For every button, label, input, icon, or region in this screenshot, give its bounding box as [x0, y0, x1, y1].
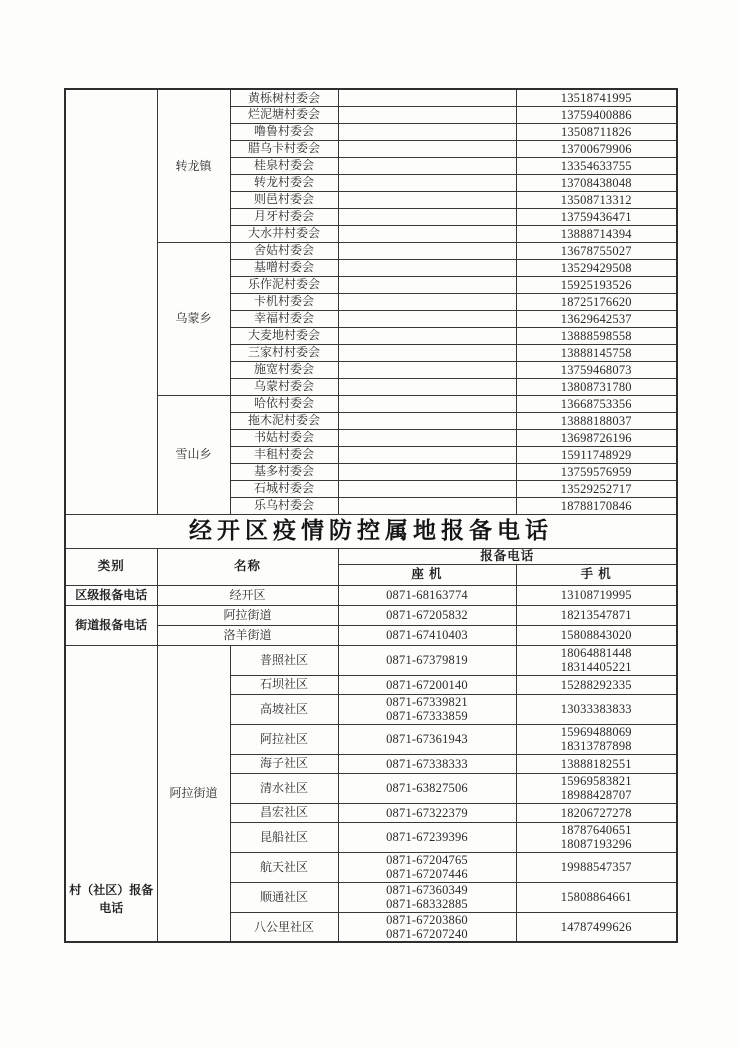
phone-number-line: 13529252717	[560, 481, 632, 496]
phone-number-line: 13700679906	[560, 141, 632, 156]
landline-cell-empty	[338, 242, 516, 259]
landline-cell-empty	[338, 157, 516, 174]
village-name-cell: 乐作泥村委会	[230, 276, 338, 293]
phone-number-line: 13808731780	[560, 379, 632, 394]
phone-number-line: 13508711826	[561, 124, 632, 139]
landline-cell-empty	[338, 140, 516, 157]
phone-number-line: 0871-67339821	[386, 695, 468, 709]
category-cell: 街道报备电话	[65, 605, 157, 645]
village-name-cell: 基噌村委会	[230, 259, 338, 276]
mobile-cell	[516, 310, 677, 327]
village-name-cell: 石城村委会	[230, 480, 338, 497]
phone-number-line: 18213547871	[560, 608, 632, 622]
landline-cell	[338, 803, 516, 822]
report-row	[65, 625, 677, 645]
mobile-cell	[516, 89, 677, 106]
mobile-cell	[516, 429, 677, 446]
name-cell: 经开区	[157, 585, 338, 605]
mobile-cell	[516, 822, 677, 852]
phone-number-line: 0871-68332885	[386, 897, 468, 911]
village-name-cell: 乐乌村委会	[230, 497, 338, 514]
mobile-cell	[516, 259, 677, 276]
name-cell: 洛羊街道	[157, 625, 338, 645]
landline-cell-empty	[338, 412, 516, 429]
phone-number-line: 13759436471	[560, 209, 632, 224]
village-name-cell: 幸福村委会	[230, 310, 338, 327]
phone-number-line: 13888714394	[560, 226, 632, 241]
phone-number-line: 0871-67200140	[386, 677, 468, 692]
phone-number-line: 0871-67203860	[386, 912, 468, 927]
phone-number-line: 18313787898	[560, 739, 632, 753]
mobile-cell	[516, 675, 677, 694]
mobile-cell	[516, 361, 677, 378]
report-row	[65, 645, 677, 675]
landline-cell	[338, 822, 516, 852]
category-cell: 区级报备电话	[65, 585, 157, 605]
phone-number-line: 18314405221	[560, 660, 632, 674]
phone-number-line: 0871-67204765	[386, 853, 468, 867]
village-name-cell: 丰租村委会	[230, 446, 338, 463]
mobile-cell	[516, 208, 677, 225]
landline-cell	[338, 675, 516, 694]
phone-number-line: 13108719995	[560, 588, 632, 602]
header-row-1	[65, 548, 677, 564]
landline-cell	[338, 773, 516, 803]
landline-cell-empty	[338, 123, 516, 140]
mobile-cell	[516, 694, 677, 724]
town-cell: 转龙镇	[157, 89, 230, 242]
name-cell: 航天社区	[230, 852, 338, 882]
landline-cell	[338, 694, 516, 724]
landline-cell-empty	[338, 293, 516, 310]
main-table-body	[65, 585, 677, 942]
mobile-cell	[516, 327, 677, 344]
mobile-cell	[516, 605, 677, 625]
mobile-cell	[516, 412, 677, 429]
phone-number-line: 15808864661	[560, 890, 632, 904]
phone-number-line: 13518741995	[560, 90, 632, 105]
mobile-cell	[516, 140, 677, 157]
village-name-cell: 舍姑村委会	[230, 242, 338, 259]
section-title-row	[65, 514, 677, 548]
mobile-cell	[516, 157, 677, 174]
mobile-cell	[516, 276, 677, 293]
village-name-cell: 施宽村委会	[230, 361, 338, 378]
main-table-header-body	[65, 514, 677, 585]
report-row	[65, 605, 677, 625]
phone-number-line: 0871-67333859	[386, 709, 468, 723]
landline-cell-empty	[338, 446, 516, 463]
phone-number-line: 13888182551	[560, 756, 632, 771]
village-name-cell: 则邑村委会	[230, 191, 338, 208]
phone-number-line: 13698726196	[560, 430, 632, 445]
landline-cell-empty	[338, 327, 516, 344]
phone-number-line: 13759468073	[560, 362, 632, 377]
phone-number-line: 0871-67410403	[386, 628, 468, 642]
landline-cell-empty	[338, 225, 516, 242]
mobile-cell	[516, 123, 677, 140]
phone-number-line: 15969583821	[560, 774, 632, 788]
village-name-cell: 桂泉村委会	[230, 157, 338, 174]
phone-number-line: 19988547357	[560, 860, 632, 874]
phone-number-line: 18788170846	[560, 498, 632, 513]
header-landline: 座 机	[338, 564, 516, 585]
mobile-cell	[516, 852, 677, 882]
phone-number-line: 13708438048	[560, 175, 632, 190]
phone-number-line: 13678755027	[560, 243, 632, 258]
village-name-cell: 基多村委会	[230, 463, 338, 480]
village-name-cell: 转龙村委会	[230, 174, 338, 191]
village-name-cell: 三家村村委会	[230, 344, 338, 361]
phone-number-line: 0871-68163774	[386, 588, 468, 602]
name-cell: 高坡社区	[230, 694, 338, 724]
phone-number-line: 15288292335	[560, 677, 632, 692]
landline-cell-empty	[338, 106, 516, 123]
mobile-cell	[516, 174, 677, 191]
name-cell: 顺通社区	[230, 882, 338, 912]
mobile-cell	[516, 463, 677, 480]
phone-number-line: 14787499626	[560, 919, 632, 934]
phone-number-line: 15808843020	[560, 628, 632, 642]
mobile-cell	[516, 395, 677, 412]
landline-cell-empty	[338, 89, 516, 106]
phone-number-line: 0871-63827506	[386, 781, 468, 795]
mobile-cell	[516, 585, 677, 605]
village-table-body	[65, 89, 677, 514]
landline-cell-empty	[338, 480, 516, 497]
category-cell-empty	[65, 89, 157, 514]
mobile-cell	[516, 344, 677, 361]
landline-cell	[338, 754, 516, 773]
phone-number-line: 13759576959	[560, 464, 632, 479]
landline-cell-empty	[338, 310, 516, 327]
landline-cell-empty	[338, 497, 516, 514]
village-name-cell: 黄栎树村委会	[230, 89, 338, 106]
landline-cell-empty	[338, 208, 516, 225]
mobile-cell	[516, 645, 677, 675]
phone-number-line: 0871-67338333	[386, 756, 468, 771]
village-name-cell: 卡机村委会	[230, 293, 338, 310]
name-cell: 清水社区	[230, 773, 338, 803]
landline-cell	[338, 882, 516, 912]
mobile-cell	[516, 106, 677, 123]
village-name-cell: 腊乌卡村委会	[230, 140, 338, 157]
name-cell: 昌宏社区	[230, 803, 338, 822]
phone-number-line: 13888598558	[560, 328, 632, 343]
landline-cell-empty	[338, 174, 516, 191]
landline-cell	[338, 852, 516, 882]
street-cell: 阿拉街道	[157, 645, 230, 942]
village-name-cell: 烂泥塘村委会	[230, 106, 338, 123]
phone-number-line: 13508713312	[560, 192, 632, 207]
phone-number-line: 13354633755	[560, 158, 632, 173]
name-cell: 石坝社区	[230, 675, 338, 694]
phone-number-line: 15969488069	[560, 725, 632, 739]
phone-number-line: 13888145758	[560, 345, 632, 360]
phone-number-line: 18988428707	[560, 788, 632, 802]
village-name-cell: 哈依村委会	[230, 395, 338, 412]
mobile-cell	[516, 191, 677, 208]
landline-cell-empty	[338, 378, 516, 395]
mobile-cell	[516, 378, 677, 395]
landline-cell	[338, 605, 516, 625]
landline-cell	[338, 585, 516, 605]
town-cell: 雪山乡	[157, 395, 230, 514]
name-cell: 海子社区	[230, 754, 338, 773]
phone-number-line: 15925193526	[560, 277, 632, 292]
mobile-cell	[516, 773, 677, 803]
village-row	[65, 395, 677, 412]
landline-cell-empty	[338, 429, 516, 446]
mobile-cell	[516, 480, 677, 497]
phone-number-line: 18725176620	[560, 294, 632, 309]
phone-number-line: 18206727278	[560, 805, 632, 820]
village-name-cell: 大麦地村委会	[230, 327, 338, 344]
phone-number-line: 13668753356	[560, 396, 632, 411]
header-name: 名称	[157, 548, 338, 585]
village-name-cell: 噜鲁村委会	[230, 123, 338, 140]
mobile-cell	[516, 225, 677, 242]
phone-number-line: 13888188037	[560, 413, 632, 428]
mobile-cell	[516, 625, 677, 645]
phone-number-line: 0871-67379819	[386, 653, 468, 667]
phone-number-line: 18064881448	[560, 646, 632, 660]
town-cell: 乌蒙乡	[157, 242, 230, 395]
phone-number-line: 0871-67360349	[386, 883, 468, 897]
header-category: 类别	[65, 548, 157, 585]
category-cell: 村（社区）报备电话	[65, 645, 157, 942]
landline-cell	[338, 645, 516, 675]
landline-cell	[338, 912, 516, 942]
mobile-cell	[516, 446, 677, 463]
phone-number-line: 13759400886	[560, 107, 632, 122]
name-cell: 阿拉街道	[157, 605, 338, 625]
report-row	[65, 585, 677, 605]
village-name-cell: 大水井村委会	[230, 225, 338, 242]
phone-number-line: 13629642537	[560, 311, 632, 326]
mobile-cell	[516, 754, 677, 773]
report-table	[64, 88, 678, 943]
section-title: 经开区疫情防控属地报备电话	[65, 514, 677, 548]
landline-cell-empty	[338, 259, 516, 276]
phone-number-line: 0871-67207240	[386, 926, 468, 941]
phone-number-line: 0871-67322379	[386, 805, 468, 820]
mobile-cell	[516, 293, 677, 310]
phone-number-line: 13529429508	[560, 260, 632, 275]
phone-number-line: 13033383833	[560, 702, 632, 716]
mobile-cell	[516, 724, 677, 754]
mobile-cell	[516, 912, 677, 942]
landline-cell-empty	[338, 191, 516, 208]
phone-number-line: 0871-67239396	[386, 830, 468, 844]
village-name-cell: 拖木泥村委会	[230, 412, 338, 429]
name-cell: 阿拉社区	[230, 724, 338, 754]
mobile-cell	[516, 803, 677, 822]
landline-cell	[338, 724, 516, 754]
landline-cell	[338, 625, 516, 645]
phone-number-line: 18087193296	[560, 837, 632, 851]
phone-number-line: 0871-67205832	[386, 608, 468, 622]
village-name-cell: 书姑村委会	[230, 429, 338, 446]
header-mobile: 手 机	[516, 564, 677, 585]
village-name-cell: 乌蒙村委会	[230, 378, 338, 395]
phone-number-line: 0871-67361943	[386, 732, 468, 746]
landline-cell-empty	[338, 395, 516, 412]
name-cell: 昆船社区	[230, 822, 338, 852]
landline-cell-empty	[338, 361, 516, 378]
name-cell: 八公里社区	[230, 912, 338, 942]
village-name-cell: 月牙村委会	[230, 208, 338, 225]
landline-cell-empty	[338, 344, 516, 361]
mobile-cell	[516, 497, 677, 514]
phone-number-line: 0871-67207446	[386, 867, 468, 881]
mobile-cell	[516, 882, 677, 912]
header-phone-group: 报备电话	[338, 548, 677, 564]
phone-number-line: 18787640651	[560, 823, 632, 837]
name-cell: 普照社区	[230, 645, 338, 675]
village-row	[65, 242, 677, 259]
phone-number-line: 15911748929	[561, 447, 632, 462]
village-row	[65, 89, 677, 106]
landline-cell-empty	[338, 276, 516, 293]
landline-cell-empty	[338, 463, 516, 480]
mobile-cell	[516, 242, 677, 259]
